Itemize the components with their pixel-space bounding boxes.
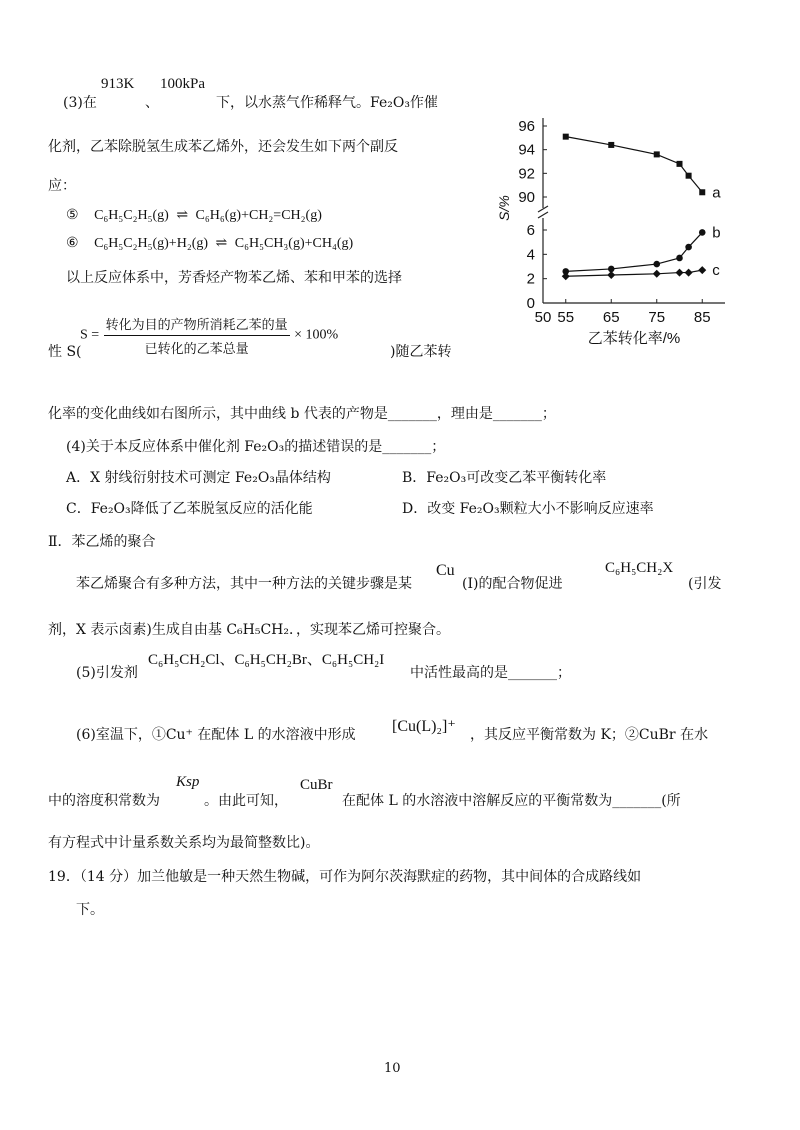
y-tick-label: 94 — [518, 141, 535, 159]
y-tick-label: 2 — [526, 270, 535, 288]
q5-initiator-formulas: C₆H₅CH₂Cl、C₆H₅CH₂Br、C₆H₅CH₂I — [148, 652, 385, 668]
reaction-5-reactant: C₆H₅C₂H₅(g) — [94, 208, 169, 223]
q3-line1 — [63, 92, 97, 112]
y-tick-label: 96 — [518, 118, 535, 135]
part2-text-a: 苯乙烯聚合有多种方法，其中一种方法的关键步骤是某 — [76, 576, 412, 592]
reaction-5 — [66, 207, 322, 224]
data-point-c — [607, 271, 615, 279]
q6-line3: 有方程式中计量系数关系均为最简整数比)。 — [48, 835, 320, 851]
x-tick-label: 85 — [693, 309, 711, 326]
data-point-a — [608, 142, 614, 148]
formula-fraction — [104, 314, 290, 357]
q3-line6: 以上反应体系中，芳香烃产物苯乙烯、苯和甲苯的选择 — [66, 270, 402, 286]
q4-stem: (4)关于本反应体系中催化剂 Fe₂O₃的描述错误的是_______； — [66, 439, 446, 455]
formula-s: S = — [80, 327, 100, 343]
reaction-6-reactants: C₆H₅C₂H₅(g)+H₂(g) — [94, 236, 209, 251]
reaction-6-products: C₆H₅CH₃(g)+CH₄(g) — [234, 236, 354, 251]
equilibrium-arrow-icon: ⇌ — [215, 236, 228, 251]
equilibrium-arrow-icon: ⇌ — [176, 208, 189, 223]
q6-line1-mid: ，其反应平衡常数为 K；②CuBr 在水 — [470, 727, 709, 743]
data-point-a — [563, 134, 569, 140]
formula-times: × 100% — [294, 327, 339, 343]
q3-line1-rest: 下，以水蒸气作稀释气。Fe₂O₃作催 — [216, 95, 438, 111]
part2-paragraph-line2: 剂，X 表示卤素)生成自由基 C₆H₅CH₂．，实现苯乙烯可控聚合。 — [48, 622, 451, 638]
ksp-symbol: Ksp — [176, 774, 200, 790]
q19-line2: 下。 — [76, 902, 104, 918]
formula-numerator: 转化为目的产物所消耗乙苯的量 — [104, 314, 290, 336]
series-label-b: b — [712, 224, 721, 242]
selectivity-suffix: )随乙苯转 — [390, 344, 452, 360]
part2-paragraph-line1 — [76, 573, 412, 593]
q3-pressure: 100kPa — [160, 76, 205, 92]
data-point-b — [685, 244, 692, 251]
data-point-c — [685, 269, 693, 277]
data-point-b — [676, 255, 683, 262]
q3-line3: 应： — [48, 178, 76, 194]
initiator-formula: C₆H₅CH₂X — [605, 560, 674, 576]
x-tick-label: 65 — [602, 309, 620, 326]
y-axis-label: S/% — [496, 195, 512, 221]
q6-line1-prefix: (6)室温下，①Cu⁺ 在配体 L 的水溶液中形成 — [76, 727, 356, 743]
series-label-a: a — [712, 184, 721, 202]
selectivity-prefix: 性 S( — [48, 344, 82, 360]
selectivity-formula — [80, 314, 338, 357]
data-point-a — [699, 189, 705, 195]
q19-line1: 19．（14 分）加兰他敏是一种天然生物碱，可作为阿尔茨海默症的药物，其中间体的合成路线如 — [48, 869, 642, 885]
q5-prefix: (5)引发剂 — [76, 665, 138, 681]
selectivity-chart — [495, 108, 735, 358]
x-tick-label: 50 — [534, 309, 552, 326]
reaction-6-number: ⑥ — [66, 236, 79, 251]
q3-line8: 化率的变化曲线如右图所示，其中曲线 b 代表的产物是_______，理由是_______； — [48, 406, 556, 422]
y-tick-label: 90 — [518, 189, 535, 206]
q3-separator: 、 — [145, 95, 159, 111]
data-point-c — [653, 270, 661, 278]
q3-line2: 化剂，乙苯除脱氢生成苯乙烯外，还会发生如下两个副反 — [48, 139, 398, 155]
page-number: 10 — [384, 1061, 401, 1076]
q4-option-d: D．改变 Fe₂O₃颗粒大小不影响反应速率 — [402, 501, 654, 517]
reaction-5-products: C₆H₆(g)+CH₂=CH₂(g) — [195, 208, 322, 223]
q3-prefix: (3)在 — [63, 95, 97, 111]
x-tick-label: 55 — [557, 309, 575, 326]
q4-option-a: A．X 射线衍射技术可测定 Fe₂O₃晶体结构 — [66, 470, 331, 486]
reaction-5-number: ⑤ — [66, 208, 79, 223]
series-line-b — [566, 232, 703, 271]
part2-text-b: (I)的配合物促进 — [462, 576, 563, 592]
series-label-c: c — [712, 262, 720, 280]
q6-line2-a: 中的溶度积常数为 — [48, 793, 160, 809]
cubr-formula: CuBr — [300, 777, 333, 793]
part2-text-c: (引发 — [688, 576, 722, 592]
axis-break-mark — [538, 212, 548, 218]
data-point-c — [698, 266, 706, 274]
part2-heading: Ⅱ．苯乙烯的聚合 — [48, 534, 156, 550]
q4-option-b: B．Fe₂O₃可改变乙苯平衡转化率 — [402, 470, 607, 486]
copper-symbol: Cu — [436, 562, 455, 579]
x-tick-label: 75 — [648, 309, 666, 326]
formula-denominator: 已转化的乙苯总量 — [144, 342, 249, 357]
data-point-a — [686, 173, 692, 179]
data-point-a — [677, 161, 683, 167]
data-point-c — [562, 272, 570, 280]
q6-line2-c: 在配体 L 的水溶液中溶解反应的平衡常数为_______(所 — [342, 793, 681, 809]
q5-suffix: 中活性最高的是_______； — [410, 665, 571, 681]
y-tick-label: 92 — [518, 165, 535, 183]
x-axis-label: 乙苯转化率/% — [587, 330, 681, 347]
y-tick-label: 0 — [526, 295, 535, 312]
data-point-b — [653, 261, 660, 268]
y-tick-label: 6 — [526, 222, 535, 239]
data-point-b — [699, 229, 706, 236]
copper-complex: [Cu(L)₂]⁺ — [392, 718, 456, 735]
q3-temperature: 913K — [101, 76, 135, 92]
y-tick-label: 4 — [526, 246, 535, 264]
q6-line2-b: 。由此可知， — [204, 793, 288, 809]
reaction-6 — [66, 235, 353, 252]
data-point-c — [676, 269, 684, 277]
q4-option-c: C．Fe₂O₃降低了乙苯脱氢反应的活化能 — [66, 501, 313, 517]
data-point-a — [654, 151, 660, 157]
